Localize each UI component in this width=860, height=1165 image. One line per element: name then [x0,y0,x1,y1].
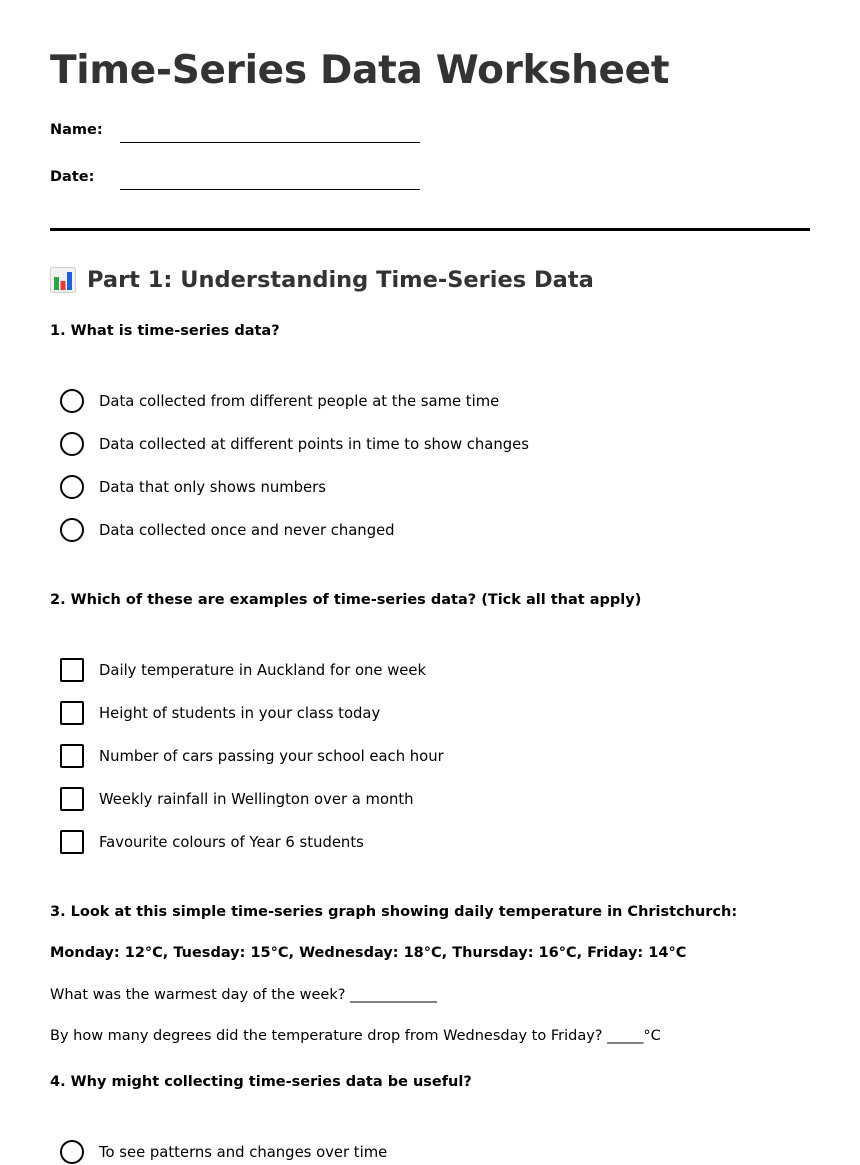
q2-option[interactable] [60,743,444,769]
q2-option[interactable] [60,786,414,812]
q4-option[interactable] [60,1139,387,1165]
name-label: Name: [50,122,103,138]
page-title: Time-Series Data Worksheet [50,48,670,93]
q1-option[interactable] [60,388,499,414]
option-label: Favourite colours of Year 6 students [99,833,364,851]
option-label: Data collected at different points in time to show changes [99,435,529,453]
date-line[interactable] [120,189,420,190]
date-label: Date: [50,169,95,185]
option-label: Data that only shows numbers [99,478,326,496]
q2-option[interactable] [60,829,364,855]
option-label: Number of cars passing your school each hour [99,747,444,765]
question-3: 3. Look at this simple time-series graph showing daily temperature in Christchurch: [50,904,738,920]
section-title-text: Part 1: Understanding Time-Series Data [87,267,594,293]
radio-button[interactable] [60,432,84,456]
question-1: 1. What is time-series data? [50,323,280,339]
q2-option[interactable] [60,657,426,683]
option-label: Data collected once and never changed [99,521,395,539]
question-3b[interactable]: By how many degrees did the temperature drop from Wednesday to Friday? _____°C [50,1028,661,1044]
header-divider [50,228,810,231]
radio-button[interactable] [60,389,84,413]
radio-button[interactable] [60,518,84,542]
q1-option[interactable] [60,517,395,543]
checkbox[interactable] [60,701,84,725]
option-label: Height of students in your class today [99,704,381,722]
q2-option[interactable] [60,700,380,726]
section-title [50,267,594,293]
name-field [50,122,470,152]
checkbox[interactable] [60,744,84,768]
q1-option[interactable] [60,474,326,500]
checkbox[interactable] [60,787,84,811]
bar-chart-icon [50,267,76,293]
checkbox[interactable] [60,830,84,854]
question-2: 2. Which of these are examples of time-series data? (Tick all that apply) [50,592,642,608]
option-label: Weekly rainfall in Wellington over a month [99,790,414,808]
radio-button[interactable] [60,475,84,499]
radio-button[interactable] [60,1140,84,1164]
q1-option[interactable] [60,431,529,457]
option-label: Daily temperature in Auckland for one week [99,661,427,679]
checkbox[interactable] [60,658,84,682]
option-label: To see patterns and changes over time [99,1143,388,1161]
temperature-data: Monday: 12°C, Tuesday: 15°C, Wednesday: 18°C, Thursday: 16°C, Friday: 14°C [50,945,687,961]
name-line[interactable] [120,142,420,143]
date-field [50,169,470,199]
question-4: 4. Why might collecting time-series data be useful? [50,1074,472,1090]
question-3a[interactable]: What was the warmest day of the week? ____________ [50,987,438,1003]
option-label: Data collected from different people at the same time [99,392,500,410]
